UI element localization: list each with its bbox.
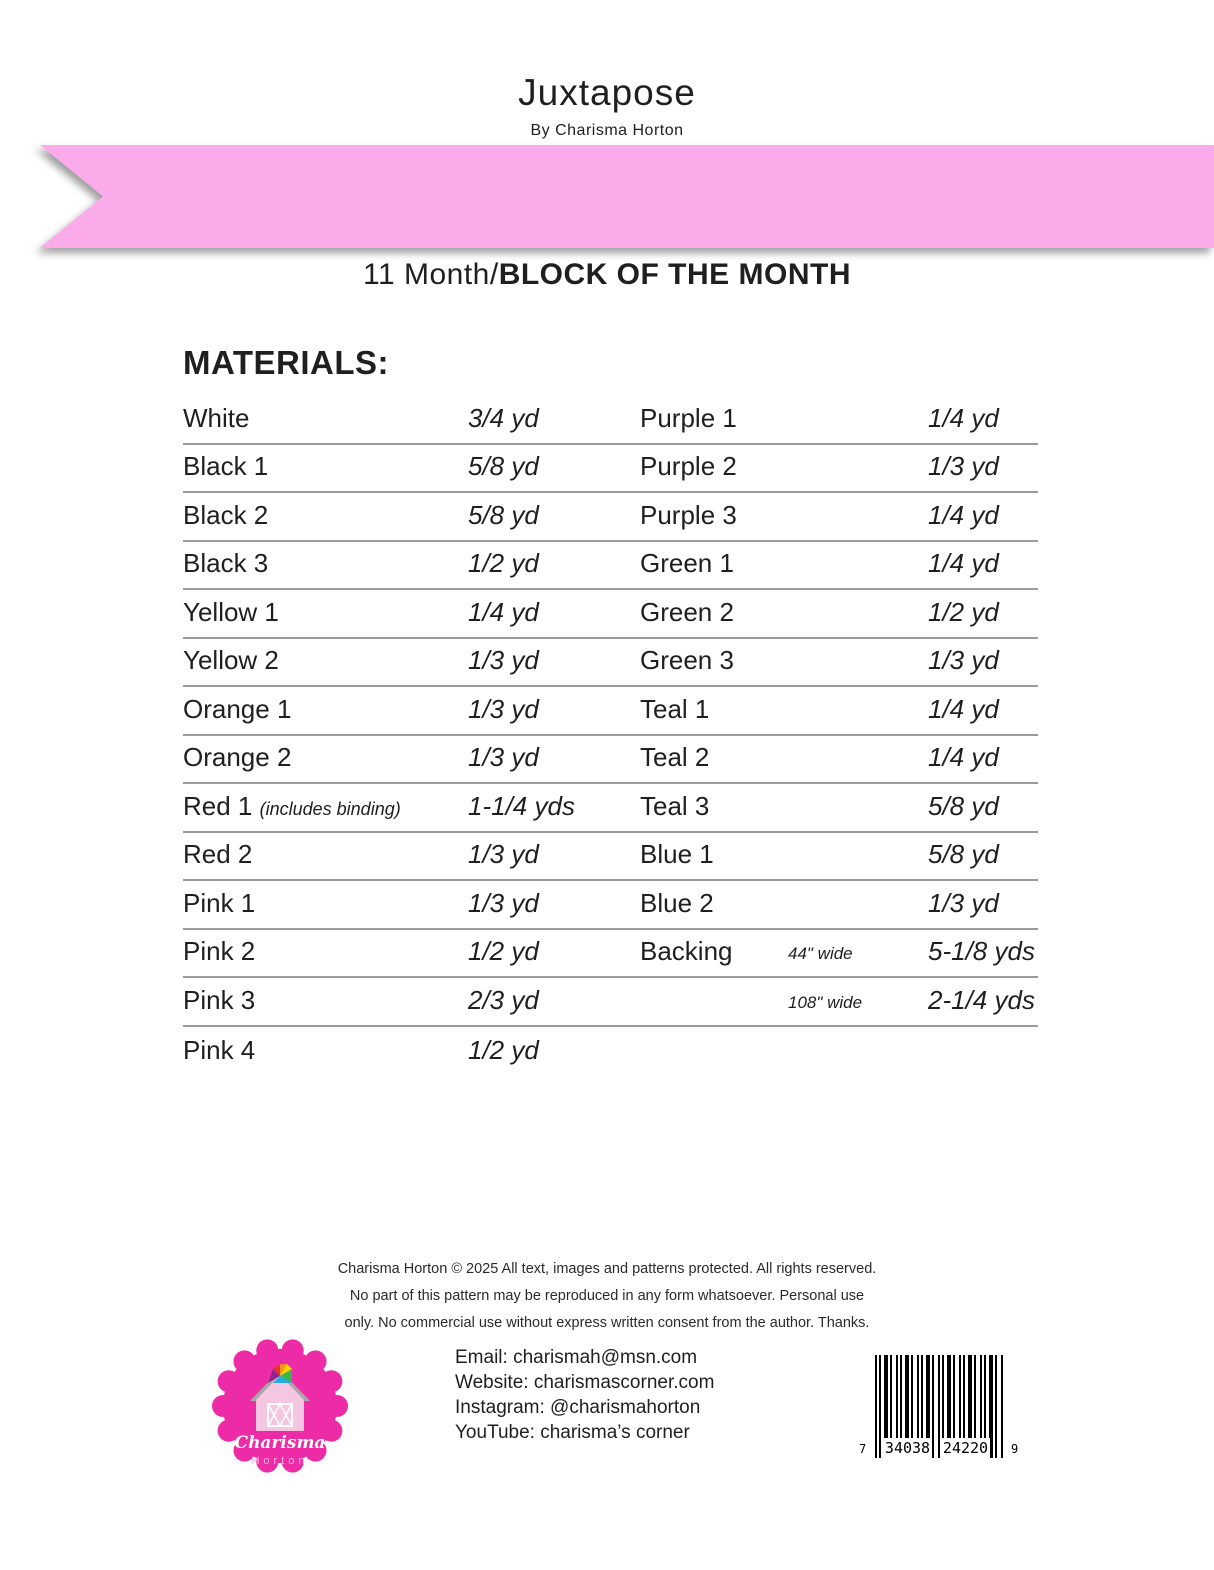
barcode-system-digit: 7 xyxy=(859,1442,867,1456)
backing-width-note xyxy=(788,479,928,482)
fabric-name: Yellow 1 xyxy=(183,596,279,627)
materials-row xyxy=(183,1027,1038,1076)
fabric-name: Black 3 xyxy=(183,548,269,578)
materials-table xyxy=(183,396,1038,1075)
contact-email: Email: charismah@msn.com xyxy=(455,1347,698,1368)
fabric-quantity: 1/3 yd xyxy=(928,887,999,918)
fabric-name: Teal 3 xyxy=(640,790,710,821)
fabric-name: Backing xyxy=(640,936,733,966)
materials-row xyxy=(183,687,1038,736)
fabric-quantity: 1/3 yd xyxy=(468,887,539,918)
barcode-digits-left: 34038 xyxy=(884,1439,931,1457)
page-title: Juxtapose xyxy=(518,72,696,113)
fabric-name: Red 2 xyxy=(183,839,253,869)
contact-instagram: Instagram: @charismahorton xyxy=(455,1397,701,1418)
fabric-quantity: 1/4 yd xyxy=(928,499,999,530)
fabric-quantity: 1-1/4 yds xyxy=(468,790,575,821)
fabric-quantity: 2-1/4 yds xyxy=(928,984,1035,1015)
fabric-name: Green 2 xyxy=(640,596,734,627)
fabric-quantity: 1/3 yd xyxy=(468,839,539,869)
fabric-quantity: 5/8 yd xyxy=(928,790,999,821)
materials-row xyxy=(183,445,1038,494)
materials-row xyxy=(183,493,1038,542)
fabric-quantity: 5-1/8 yds xyxy=(928,936,1035,966)
copyright-line: No part of this pattern may be reproduced in any form whatsoever. Personal use xyxy=(349,1288,865,1304)
backing-width-note xyxy=(788,528,928,531)
fabric-name: Pink 3 xyxy=(183,984,256,1015)
fabric-quantity: 5/8 yd xyxy=(468,499,539,530)
fabric-name: Blue 1 xyxy=(640,839,714,869)
fabric-name: Black 1 xyxy=(183,451,269,481)
contact-info xyxy=(455,1345,714,1445)
backing-width-note xyxy=(788,722,928,725)
logo-graphic xyxy=(210,1338,350,1478)
backing-width-note xyxy=(788,819,928,822)
fabric-quantity: 1/4 yd xyxy=(928,742,999,772)
fabric-name: Green 1 xyxy=(640,548,734,578)
materials-row xyxy=(183,396,1038,445)
fabric-name: Teal 1 xyxy=(640,693,710,724)
backing-width-note: 108" wide xyxy=(788,992,863,1012)
materials-row xyxy=(183,881,1038,930)
contact-website: Website: charismascorner.com xyxy=(455,1372,715,1393)
fabric-quantity: 1/2 yd xyxy=(468,548,539,578)
fabric-name: Orange 2 xyxy=(183,742,292,772)
fabric-name: White xyxy=(183,402,250,433)
fabric-quantity: 1/4 yd xyxy=(928,548,999,578)
backing-width-note xyxy=(788,576,928,579)
fabric-name: Pink 1 xyxy=(183,887,256,918)
fabric-quantity: 1/2 yd xyxy=(928,596,999,627)
fabric-quantity: 1/4 yd xyxy=(928,402,999,433)
subtitle xyxy=(0,258,1214,292)
fabric-quantity: 5/8 yd xyxy=(928,839,999,869)
logo-name-text: Charisma xyxy=(234,1433,326,1453)
pink-ribbon-shape xyxy=(40,145,1214,248)
fabric-quantity: 1/3 yd xyxy=(468,693,539,724)
copyright-line: only. No commercial use without express written consent from the author. Thanks. xyxy=(344,1315,870,1331)
backing-width-note xyxy=(788,1063,928,1066)
backing-width-note xyxy=(788,625,928,628)
materials-row xyxy=(183,784,1038,833)
fabric-quantity: 1/3 yd xyxy=(928,645,999,675)
fabric-name: Red 1 (includes binding) xyxy=(183,790,401,821)
fabric-name: Yellow 2 xyxy=(183,645,279,675)
materials-row xyxy=(183,833,1038,882)
fabric-name: Purple 3 xyxy=(640,499,737,530)
fabric-quantity: 1/4 yd xyxy=(468,596,539,627)
barcode-digits-right: 24220 xyxy=(942,1439,989,1457)
fabric-quantity: 3/4 yd xyxy=(468,402,539,433)
fabric-name-note: (includes binding) xyxy=(259,798,401,819)
fabric-name: Purple 1 xyxy=(640,402,737,433)
materials-row xyxy=(183,930,1038,979)
fabric-quantity: 2/3 yd xyxy=(468,984,539,1015)
barcode-bars xyxy=(875,1355,1003,1458)
fabric-name: Pink 4 xyxy=(183,1035,256,1065)
author-byline: By Charisma Horton xyxy=(530,122,684,139)
materials-row xyxy=(183,590,1038,639)
fabric-quantity: 1/2 yd xyxy=(468,1035,539,1065)
fabric-name: Purple 2 xyxy=(640,451,737,481)
materials-row xyxy=(183,542,1038,591)
copyright-line: Charisma Horton © 2025 All text, images and patterns protected. All rights reserved. xyxy=(337,1261,877,1277)
barcode-check-digit: 9 xyxy=(1011,1442,1019,1456)
fabric-quantity: 1/3 yd xyxy=(928,451,999,481)
materials-row xyxy=(183,639,1038,688)
barcode xyxy=(845,1350,1025,1462)
subtitle-bold: BLOCK OF THE MONTH xyxy=(498,258,851,291)
backing-width-note xyxy=(788,770,928,773)
fabric-name: Black 2 xyxy=(183,499,269,530)
fabric-quantity: 1/3 yd xyxy=(468,742,539,772)
logo-surname-text: Horton xyxy=(251,1455,309,1467)
backing-width-note xyxy=(788,867,928,870)
backing-width-note xyxy=(788,431,928,434)
backing-width-note: 44" wide xyxy=(788,944,853,963)
materials-row xyxy=(183,978,1038,1027)
charisma-horton-logo xyxy=(210,1338,350,1478)
backing-width-note xyxy=(788,916,928,919)
fabric-quantity: 1/4 yd xyxy=(928,693,999,724)
materials-heading: MATERIALS: xyxy=(183,344,390,381)
contact-youtube: YouTube: charisma’s corner xyxy=(455,1422,690,1443)
backing-width-note xyxy=(788,673,928,676)
materials-row xyxy=(183,736,1038,785)
fabric-quantity: 5/8 yd xyxy=(468,451,539,481)
fabric-name: Pink 2 xyxy=(183,936,256,966)
copyright-notice xyxy=(0,1256,1214,1337)
fabric-name: Orange 1 xyxy=(183,693,292,724)
fabric-name: Green 3 xyxy=(640,645,734,675)
subtitle-regular: 11 Month/ xyxy=(362,258,499,291)
fabric-name: Teal 2 xyxy=(640,742,710,772)
fabric-name: Blue 2 xyxy=(640,887,714,918)
pink-ribbon-banner xyxy=(40,145,1214,248)
fabric-quantity: 1/3 yd xyxy=(468,645,539,675)
fabric-quantity: 1/2 yd xyxy=(468,936,539,966)
